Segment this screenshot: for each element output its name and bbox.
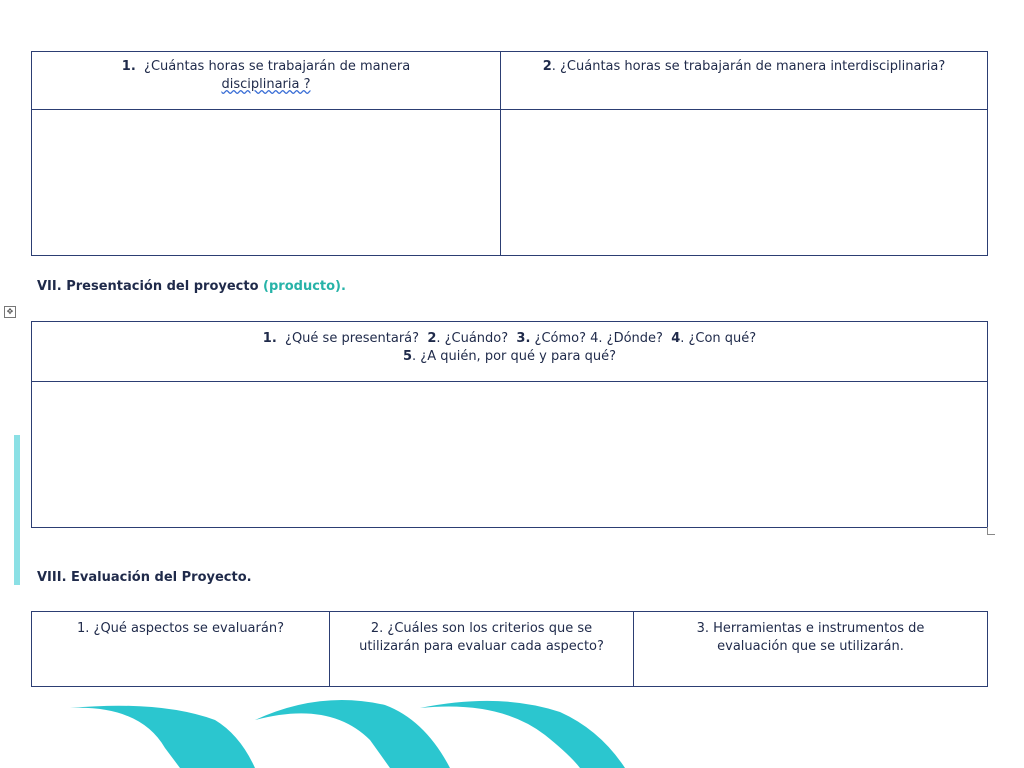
evaluation-table xyxy=(31,611,988,687)
q1-text-cont: disciplinaria ? xyxy=(221,77,311,92)
p-text-1: ¿Qué se presentará? xyxy=(285,331,420,346)
interdisciplinary-hours-cell[interactable] xyxy=(501,110,988,256)
eval-col2-line2: utilizarán para evaluar cada aspecto? xyxy=(359,639,604,654)
q2-number: 2 xyxy=(542,59,552,74)
disciplinary-hours-cell[interactable] xyxy=(32,110,501,256)
p-num-1: 1. xyxy=(262,331,277,346)
q1-number: 1. xyxy=(121,59,136,74)
eval-col2-line1: 2. ¿Cuáles son los criterios que se xyxy=(370,621,593,636)
q1-text: ¿Cuántas horas se trabajarán de manera xyxy=(144,59,411,74)
presentation-header xyxy=(32,322,988,382)
evaluation-tools-header xyxy=(634,612,988,687)
p-num-2: 2 xyxy=(427,331,437,346)
disciplinary-hours-header xyxy=(32,52,501,110)
interdisciplinary-hours-header xyxy=(501,52,988,110)
hours-table xyxy=(31,51,988,256)
p-num-3: 3. xyxy=(516,331,531,346)
move-icon[interactable]: ✥ xyxy=(4,306,16,318)
eval-col3-line2: evaluación que se utilizarán. xyxy=(717,639,904,654)
evaluation-aspects-header xyxy=(32,612,330,687)
resize-icon[interactable] xyxy=(987,527,995,535)
section-7-title: VII. Presentación del proyecto xyxy=(37,279,264,294)
presentation-table xyxy=(31,321,988,528)
p-text-3: ¿Cómo? 4. ¿Dónde? xyxy=(534,331,663,346)
p-text-5: . ¿A quién, por qué y para qué? xyxy=(412,349,617,364)
p-text-4: . ¿Con qué? xyxy=(680,331,757,346)
q2-text: . ¿Cuántas horas se trabajarán de manera interdisciplinaria? xyxy=(551,59,946,74)
section-8-heading: VIII. Evaluación del Proyecto. xyxy=(37,570,252,585)
section-7-heading xyxy=(37,279,346,294)
section-7-title-accent: (producto). xyxy=(263,279,346,294)
eval-col1-text: 1. ¿Qué aspectos se evaluarán? xyxy=(77,621,284,636)
presentation-cell[interactable] xyxy=(32,382,988,528)
p-text-2: . ¿Cuándo? xyxy=(436,331,509,346)
evaluation-criteria-header xyxy=(330,612,634,687)
p-num-4: 4 xyxy=(671,331,681,346)
eval-col3-line1: 3. Herramientas e instrumentos de xyxy=(696,621,925,636)
p-num-5: 5 xyxy=(402,349,413,364)
